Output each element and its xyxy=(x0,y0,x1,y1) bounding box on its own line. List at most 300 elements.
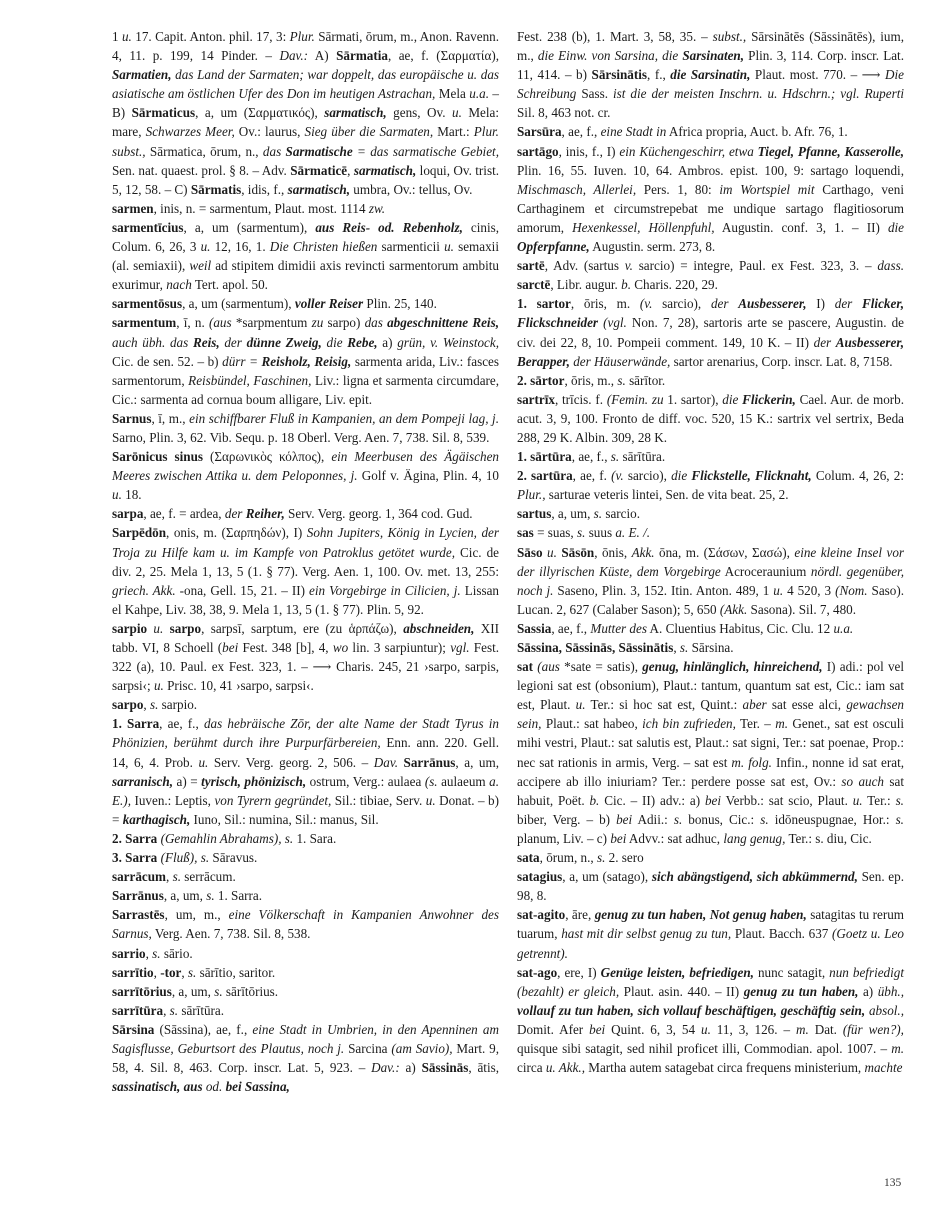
entry-text: A. Cluentius Habitus, Cic. Clu. 12 xyxy=(646,620,834,636)
entry-italic: s. xyxy=(172,869,181,885)
entry-text: , xyxy=(181,964,188,980)
entry-italic: ist die der meisten Inschrn. u. Hdschrn.; vgl. Ruperti xyxy=(613,86,904,102)
entry-text: Serv. Verg. georg. 1, 364 cod. Gud. xyxy=(284,506,473,522)
entry-text: a) xyxy=(399,1060,422,1076)
entry-bold: bei Sassina, xyxy=(225,1079,290,1095)
entry-bold: sarmentīcius xyxy=(112,219,184,235)
dictionary-entry xyxy=(112,848,499,867)
dictionary-entry xyxy=(517,848,904,867)
entry-text: Mela: mare, xyxy=(112,105,499,140)
entry-text: sarcio) = integre, Paul. ex Fest. 323, 3. – xyxy=(632,258,878,274)
left-column xyxy=(112,27,499,1096)
entry-italic: Reisbündel, Faschinen, xyxy=(188,372,312,388)
entry-italic: u. xyxy=(701,1021,711,1037)
entry-text: Sen. ep. 98, 8. xyxy=(517,869,904,904)
entry-text: Domit. Afer xyxy=(517,1021,590,1037)
dictionary-entry xyxy=(517,638,904,657)
entry-text: , a, um (satago), xyxy=(562,869,652,885)
entry-italic: (vgl. xyxy=(603,315,627,331)
entry-text: Mart.: xyxy=(433,124,474,140)
entry-text: Plin. 16, 55. Iuven. 10, 64. Ambros. epist. 100, 9: sartago loquendi, xyxy=(517,162,904,178)
entry-bold: sarrācum xyxy=(112,869,167,885)
entry-text: , idis, f., xyxy=(241,181,288,197)
entry-italic: aber xyxy=(742,697,767,713)
entry-text: (Σαρωνικὸς κόλπος), xyxy=(203,449,332,465)
entry-text: , inis, f., I) xyxy=(558,143,620,159)
entry-italic: bei xyxy=(589,1021,606,1037)
entry-text: sārītūra. xyxy=(619,449,666,465)
dictionary-entry xyxy=(112,409,499,447)
entry-italic: Plur. xyxy=(289,29,315,44)
entry-text: , ae, f. (Σαρματία), xyxy=(387,48,499,64)
entry-text: Pers. 1, 80: xyxy=(636,181,720,197)
entry-italic: u. xyxy=(773,582,784,598)
entry-bold: die Sarsinatin, xyxy=(670,67,751,83)
entry-text: 1. Sara. xyxy=(293,830,337,846)
entry-bold: Reis, xyxy=(192,334,220,350)
entry-text: Plin. 3, 114. Corp. inscr. Lat. 11, 414. – b) xyxy=(517,48,904,83)
entry-italic: von Tyrern gegründet, xyxy=(214,792,332,808)
entry-bold: Sāsōn xyxy=(561,544,595,560)
entry-text: nunc satagit, xyxy=(753,964,830,980)
entry-bold: vollauf zu tun haben, sich vollauf beschäftigen, geschäftig sein, xyxy=(517,1002,866,1018)
entry-text: serrācum. xyxy=(181,869,236,885)
entry-text: , a, um (sarmentum), xyxy=(183,219,316,235)
entry-bold: sarmatisch, xyxy=(353,162,417,178)
entry-text: sarturae veteris lintei, Sen. de vita beat. 25, 2. xyxy=(545,487,789,503)
entry-text: Sil. 8, 463 not. cr. xyxy=(517,105,611,121)
entry-text: Verg. Aen. 7, 738. Sil. 8, 538. xyxy=(151,926,311,942)
dictionary-entry xyxy=(112,982,499,1001)
entry-text: sārītio, saritor. xyxy=(196,964,276,980)
entry-italic: Schwarzes Meer, xyxy=(145,124,235,140)
entry-text: Golf v. Ägina, Plin. 4, 10 xyxy=(357,468,499,484)
entry-text: Sen. nat. quaest. prol. § 8. – Adv. xyxy=(112,162,291,178)
entry-text: sartor arenarius, Corp. inscr. Lat. 8, 7158. xyxy=(670,353,893,369)
entry-text: umbra, Ov.: tellus, Ov. xyxy=(350,181,473,197)
entry-bold: 1. Sarra xyxy=(112,716,160,732)
entry-bold: Sārmatia xyxy=(336,48,388,64)
dictionary-entry xyxy=(112,313,499,408)
entry-text: circa xyxy=(517,1060,546,1076)
entry-italic: od. xyxy=(202,1079,226,1095)
entry-italic: eine kleine Insel vor der illyrischen Küste, dem Vorgebirge xyxy=(517,544,905,579)
entry-text: Saseno, Plin. 3, 152. Itin. Anton. 489, 1 xyxy=(553,582,774,598)
entry-text: , xyxy=(143,697,150,713)
entry-italic: s. xyxy=(214,983,223,999)
entry-italic: (aus xyxy=(208,315,232,331)
entry-italic: (am Savio), xyxy=(391,1040,453,1056)
entry-italic: die Einw. von Sarsina, die xyxy=(537,48,683,64)
entry-bold: Sārsinātis xyxy=(591,67,648,83)
entry-bold: Sarsinaten, xyxy=(682,48,745,64)
entry-text: suus xyxy=(585,525,616,541)
entry-text: Cic. de div. 2, 25. Mela 1, 13, 5 (1. § 77). Verg. Aen. 1, 100. Ov. met. 13, 255: xyxy=(112,544,499,579)
entry-text: Sārmati, ōrum, m., Anon. Ravenn. 4, 11. p. 199, 14 Pinder. – xyxy=(112,29,499,64)
entry-text: sārio. xyxy=(160,945,193,961)
entry-italic: s. xyxy=(760,811,769,827)
entry-text: sarcio. xyxy=(602,506,641,522)
entry-text: Ter.: xyxy=(862,792,896,808)
entry-italic: s. xyxy=(617,372,626,388)
entry-italic: das xyxy=(262,143,286,159)
entry-text: , xyxy=(163,1002,170,1018)
entry-text: Quint. 6, 3, 54 xyxy=(605,1021,701,1037)
entry-text: Fest. 348 [b], 4, xyxy=(238,640,333,655)
entry-italic: der xyxy=(224,506,246,522)
entry-italic: Hexenkessel, Höllenpfuhl, xyxy=(572,219,715,235)
entry-text: , sarpsī, sarptum, ere (zu ἁρπάζω), xyxy=(201,620,404,636)
entry-bold: sarmatisch, xyxy=(324,105,387,121)
entry-italic: (Akk. xyxy=(719,601,748,617)
entry-text: , ōris, m., xyxy=(564,372,618,388)
dictionary-entry xyxy=(112,218,499,294)
entry-bold: Sārmaticē xyxy=(290,162,348,178)
entry-italic: u. xyxy=(444,239,454,255)
entry-text: Sarcina xyxy=(344,1040,392,1056)
dictionary-entry xyxy=(517,256,904,294)
entry-text: , ae, f., xyxy=(571,449,611,465)
entry-bold: sarrio xyxy=(112,945,146,961)
entry-text: gens, Ov. xyxy=(386,105,452,121)
entry-text: ostrum, Verg.: aulaea xyxy=(306,773,425,789)
entry-text: 2. sero xyxy=(605,850,644,866)
entry-italic: a. E.), xyxy=(112,773,499,808)
entry-text: , ae, f., xyxy=(561,124,601,140)
entry-bold: sarranisch, xyxy=(112,773,173,789)
entry-text: Augustin. serm. 273, 8. xyxy=(589,239,716,255)
entry-italic: eine Stadt in Umbrien, in den Apenninen am Sagisflusse, Geburtsort des Plautus, noch j. xyxy=(112,1021,499,1056)
entry-text: sarcio), xyxy=(623,468,672,484)
entry-text: , trīcis. f. xyxy=(554,391,607,407)
entry-bold: sartāgo xyxy=(517,143,559,159)
entry-bold: Sāssinās xyxy=(421,1060,469,1076)
entry-bold: 2. Sarra xyxy=(112,830,158,846)
dictionary-entry xyxy=(517,142,904,257)
entry-text: 18. xyxy=(121,487,142,503)
entry-bold: abschneiden, xyxy=(403,620,475,636)
entry-bold: Reisholz, Reisig, xyxy=(261,353,352,369)
entry-text: = suas, xyxy=(533,525,577,541)
entry-italic: (Fluß), s. xyxy=(160,850,210,866)
entry-text: Serv. Verg. georg. 2, 506. – xyxy=(208,754,374,770)
entry-text: Prisc. 10, 41 ›sarpo, sarpsi‹. xyxy=(163,678,314,694)
entry-italic: bei xyxy=(616,811,633,827)
entry-italic: (Goetz u. Leo getrennt). xyxy=(517,926,904,961)
entry-italic: nach xyxy=(166,277,192,293)
entry-text: A) xyxy=(308,48,337,64)
entry-text: biber, Verg. – b) xyxy=(517,811,617,827)
entry-text: sarpo) xyxy=(323,315,365,331)
entry-italic: die xyxy=(887,219,904,235)
entry-text: , a, um (sarmentum), xyxy=(182,296,295,312)
entry-text: sarcio), xyxy=(652,296,711,312)
entry-text: -ona, Gell. 15, 21. – II) xyxy=(175,582,309,598)
dictionary-entry xyxy=(112,447,499,504)
entry-text: 12, 16, 1. xyxy=(210,239,270,255)
entry-text: lin. 3 sarpiuntur); xyxy=(348,640,451,655)
entry-text: Cael. Aur. de morb. acut. 3, 9, 100. Fronto de diff. voc. 520, 15 K.: sartrix vel sertrix, Beda 288, 29 K. Albin. 309, 28 K. xyxy=(517,391,904,445)
entry-text: *sarpmentum xyxy=(231,315,312,331)
dictionary-entry xyxy=(112,829,499,848)
dictionary-entry xyxy=(517,447,904,466)
entry-italic: s. xyxy=(169,1002,179,1018)
entry-italic: b. xyxy=(589,792,600,808)
entry-bold: sata xyxy=(517,850,540,866)
entry-text: , xyxy=(153,964,161,980)
entry-text: quisque sibi satagit, sed nihil proficet illi, Commodian. apol. 1007. – xyxy=(517,1040,892,1056)
entry-italic: s. xyxy=(895,811,904,827)
entry-text: Iuven.: Leptis, xyxy=(130,792,215,808)
entry-text: Genet., sat est osculi mihi vestri, Plaut.: sat salutis est, Plaut.: sat signi, Ter.: sat poenae, Prop.: nec sat rationis in armis, Verg. – sat est xyxy=(517,716,904,770)
dictionary-entry xyxy=(112,905,499,943)
entry-italic: (Femin. zu xyxy=(606,391,664,407)
entry-italic: s. xyxy=(577,525,586,541)
entry-italic: u. xyxy=(575,697,586,713)
entry-text: , onis, m. (Σαρπηδών), I) xyxy=(166,525,307,541)
dictionary-entry xyxy=(112,619,499,695)
entry-text: sārītor. xyxy=(625,372,666,388)
entry-text: Dat. xyxy=(808,1021,843,1037)
entry-italic: gewachsen sein, xyxy=(517,697,904,732)
entry-bold: sarmatisch, xyxy=(287,181,351,197)
entry-text: Sasona). Sil. 7, 480. xyxy=(747,601,857,617)
entry-bold: genug zu tun haben, Not genug haben, xyxy=(594,907,807,923)
dictionary-entry xyxy=(517,543,904,619)
entry-text: , ere, I) xyxy=(557,964,601,980)
entry-bold: sartrīx xyxy=(517,391,555,407)
entry-bold: karthagisch, xyxy=(122,811,191,827)
entry-bold: Sarsūra xyxy=(517,124,562,140)
entry-text: Sāravus. xyxy=(209,850,258,866)
entry-text: , um, m., xyxy=(164,907,229,923)
entry-italic: dass. xyxy=(877,258,904,274)
entry-text: a) = xyxy=(172,773,202,789)
entry-italic: nun befriedigt (bezahlt) er gleich, xyxy=(517,964,904,999)
entry-bold: Rebe, xyxy=(347,334,378,350)
entry-italic: die xyxy=(321,334,348,350)
entry-italic: u. xyxy=(425,792,436,808)
entry-bold: sarmentōsus xyxy=(112,296,183,312)
entry-italic: bei xyxy=(222,640,239,655)
entry-text: Sārsinātēs (Sāssinātēs), ium, m., xyxy=(517,29,904,64)
entry-bold: Sārmaticus xyxy=(131,105,196,121)
entry-text: Augustin. conf. 3, 1. – II) xyxy=(714,219,888,235)
entry-italic: Dav. xyxy=(373,754,398,770)
entry-bold: sarctē xyxy=(517,277,551,293)
entry-italic: Die Christen hießen xyxy=(269,239,378,255)
entry-text: sat esse alci, xyxy=(766,697,847,713)
entry-italic: b. xyxy=(621,277,631,293)
entry-bold: genug zu tun haben, xyxy=(743,983,859,999)
entry-bold: Reiher, xyxy=(245,506,285,522)
entry-italic: u. xyxy=(200,239,211,255)
entry-italic: im Wortspiel mit xyxy=(719,181,815,197)
dictionary-entry xyxy=(112,963,499,982)
entry-text: , a, um (Σαρματικός), xyxy=(195,105,325,121)
entry-italic: u. Akk., xyxy=(545,1060,585,1076)
entry-italic: Dav.: xyxy=(279,48,309,64)
entry-bold: 2. sartūra xyxy=(517,468,573,484)
entry-text: Sil.: tibiae, Serv. xyxy=(331,792,426,808)
entry-italic: grün, v. Weinstock, xyxy=(397,334,500,350)
dictionary-entry xyxy=(112,1001,499,1020)
entry-italic: nördl. gegenüber, noch j. xyxy=(517,563,904,598)
entry-bold: Sarrānus xyxy=(112,888,164,904)
entry-italic: übh., xyxy=(877,983,904,999)
entry-italic: zu xyxy=(311,315,324,331)
entry-bold: dünne Zweig, xyxy=(246,334,322,350)
entry-text: Saso). Lucan. 2, 627 (Calaber Sason); 5, 650 xyxy=(517,582,904,617)
entry-italic: u. xyxy=(452,105,462,121)
entry-text: Cic. de sen. 52. – b) xyxy=(112,353,223,369)
entry-italic: bei xyxy=(704,792,722,808)
entry-bold: Sassia xyxy=(517,620,552,636)
entry-text: 4 520, 3 xyxy=(783,582,836,598)
entry-text: , Adv. (sartus xyxy=(544,258,625,274)
entry-text: cinis, Colum. 6, 26, 3 xyxy=(112,219,500,255)
dictionary-entry xyxy=(112,294,499,313)
entry-text: Mart. 9, 58, 4. Sil. 8, 463. Corp. inscr. Lat. 5, 923. – xyxy=(112,1040,499,1076)
entry-text: a) xyxy=(377,334,398,350)
entry-italic: der xyxy=(834,296,863,312)
entry-italic: der xyxy=(219,334,247,350)
entry-text: loqui, Ov. trist. 5, 12, 58. – C) xyxy=(112,162,500,197)
entry-text: *sate = satis), xyxy=(559,659,643,675)
entry-italic: (v. xyxy=(639,296,653,312)
entry-bold: Sārmatis xyxy=(190,181,242,197)
entry-bold: abgeschnittene Reis, xyxy=(387,315,499,331)
entry-italic: ein Vorgebirge in Cilicien, j. xyxy=(308,582,461,598)
entry-italic: u. xyxy=(852,792,863,808)
entry-italic: machte xyxy=(864,1060,903,1076)
entry-italic: Akk. xyxy=(631,544,655,560)
entry-text: Sarno, Plin. 3, 62. Vib. Sequ. p. 18 Oberl. Verg. Aen. 7, 738. Sil. 8, 539. xyxy=(112,429,490,445)
entry-text: Plaut. Bacch. 637 xyxy=(731,926,833,942)
entry-text: a) xyxy=(858,983,878,999)
entry-text: Mela xyxy=(435,86,470,102)
dictionary-entry xyxy=(112,714,499,829)
entry-italic: so auch xyxy=(841,773,885,789)
entry-italic: (aus xyxy=(537,659,560,675)
dictionary-entry xyxy=(112,695,499,714)
entry-italic: v. xyxy=(624,258,633,274)
entry-text: 17. Capit. Anton. phil. 17, 3: xyxy=(131,29,290,44)
entry-italic: m. xyxy=(891,1040,904,1056)
entry-bold: sarpo xyxy=(169,620,202,636)
entry-text: , a, um, xyxy=(455,754,499,770)
entry-italic: die xyxy=(671,468,692,484)
entry-text: Plaut. most. 770. – ⟶ xyxy=(750,67,886,83)
entry-bold: Sarmatische xyxy=(285,143,353,159)
entry-italic: das xyxy=(364,315,388,331)
entry-bold: Sarmatien, xyxy=(112,67,172,83)
entry-bold: sartus xyxy=(517,506,552,522)
entry-text: Sass. xyxy=(576,86,614,102)
entry-italic: s. xyxy=(673,811,683,827)
entry-text: Ter. – xyxy=(735,716,776,732)
entry-text: sārītōrius. xyxy=(222,983,279,999)
entry-text: 1. sartor), xyxy=(663,391,723,407)
entry-text: Cic. – II) adv.: a) xyxy=(599,792,705,808)
entry-bold: tyrisch, phönizisch, xyxy=(201,773,307,789)
entry-text: 1 xyxy=(112,29,122,44)
entry-bold: Flicker, Flickschneider xyxy=(517,296,904,331)
entry-bold: sarpo xyxy=(112,697,144,713)
entry-italic: vgl. xyxy=(450,640,470,655)
entry-bold: Opferpfanne, xyxy=(517,239,590,255)
entry-text: , ī, m., xyxy=(151,410,190,426)
entry-bold: sarmentum xyxy=(112,315,177,331)
entry-italic: der xyxy=(813,334,836,350)
entry-bold: sarrītūra xyxy=(112,1002,164,1018)
entry-text: , ae, f. = ardea, xyxy=(143,506,225,522)
entry-italic: hast mit dir selbst genug zu tun, xyxy=(561,926,732,942)
entry-text: , Libr. augur. xyxy=(550,277,622,293)
entry-text: Enn. ann. 220. Gell. 14, 6, 4. Prob. xyxy=(112,735,499,770)
page-number: 135 xyxy=(884,1177,902,1189)
entry-text: , a, um, xyxy=(163,888,207,904)
entry-text: , ae, f., xyxy=(159,716,204,732)
entry-bold: Tiegel, Pfanne, Kasserolle, xyxy=(757,143,904,159)
entry-text: Infin., nonne id sat erat, accipere ab illo iniuriam? Ter.: perdere posse sat est, Ov.: xyxy=(517,754,905,789)
entry-italic: m. xyxy=(775,716,788,732)
entry-text: ad stipitem dimidii axis revincti sarmentorum ambitu exurimur, xyxy=(112,258,499,293)
entry-italic: s. xyxy=(593,506,603,522)
entry-text: Donat. – b) = xyxy=(112,792,500,827)
entry-italic: (Gemahlin Abrahams), s. xyxy=(160,830,294,846)
entry-text: , ae, f. xyxy=(572,468,612,484)
entry-italic: u. xyxy=(153,678,164,694)
entry-text: , a, um, xyxy=(171,983,215,999)
entry-text: sārītūra. xyxy=(178,1002,225,1018)
entry-text: Ter.: si hoc sat est, Quint.: xyxy=(585,697,743,713)
entry-text: XII tabb. VI, 8 Schoell ( xyxy=(112,620,499,655)
dictionary-entry xyxy=(517,371,904,390)
entry-text: , xyxy=(673,640,680,655)
entry-text: Ter.: s. diu, Cic. xyxy=(785,830,872,846)
entry-italic: u. xyxy=(198,754,209,770)
entry-text: idōneuspugnae, Hor.: xyxy=(768,811,896,827)
entry-text: Acroceraunium xyxy=(720,563,811,579)
dictionary-entry xyxy=(517,963,904,1078)
entry-italic: zw. xyxy=(368,200,386,216)
entry-text: , xyxy=(145,945,153,961)
entry-bold: Sarnus xyxy=(112,410,152,426)
entry-italic: u. xyxy=(121,29,132,44)
entry-bold: -tor xyxy=(160,964,182,980)
entry-bold: Sāso xyxy=(517,544,543,560)
entry-bold: Ausbesserer, Berapper, xyxy=(517,334,905,369)
entry-italic: subst., xyxy=(712,29,747,44)
entry-italic: ein Küchengeschirr, etwa xyxy=(619,143,758,159)
entry-text: sarmenta arida, Liv.: fasces sarmentorum, xyxy=(112,353,499,388)
entry-text: , ī, n. xyxy=(176,315,209,331)
entry-italic: s. xyxy=(895,792,904,808)
entry-text: , ātis, xyxy=(468,1060,499,1076)
entry-italic: Dav.: xyxy=(371,1060,400,1076)
entry-italic: ein Meerbusen des Ägäischen Meeres zwischen Attika u. dem Peloponnes, j. xyxy=(112,449,500,484)
entry-italic: s. xyxy=(206,888,215,904)
entry-bold: voller Reiser xyxy=(294,296,364,312)
entry-text: , ōrum, n., xyxy=(539,850,597,866)
dictionary-entry xyxy=(517,619,904,638)
entry-bold: sarrītōrius xyxy=(112,983,172,999)
entry-text: I) xyxy=(806,296,835,312)
entry-bold: sarpio xyxy=(112,620,148,636)
entry-bold: Sarōnicus sinus xyxy=(112,449,203,465)
entry-italic: (v. xyxy=(611,468,624,484)
